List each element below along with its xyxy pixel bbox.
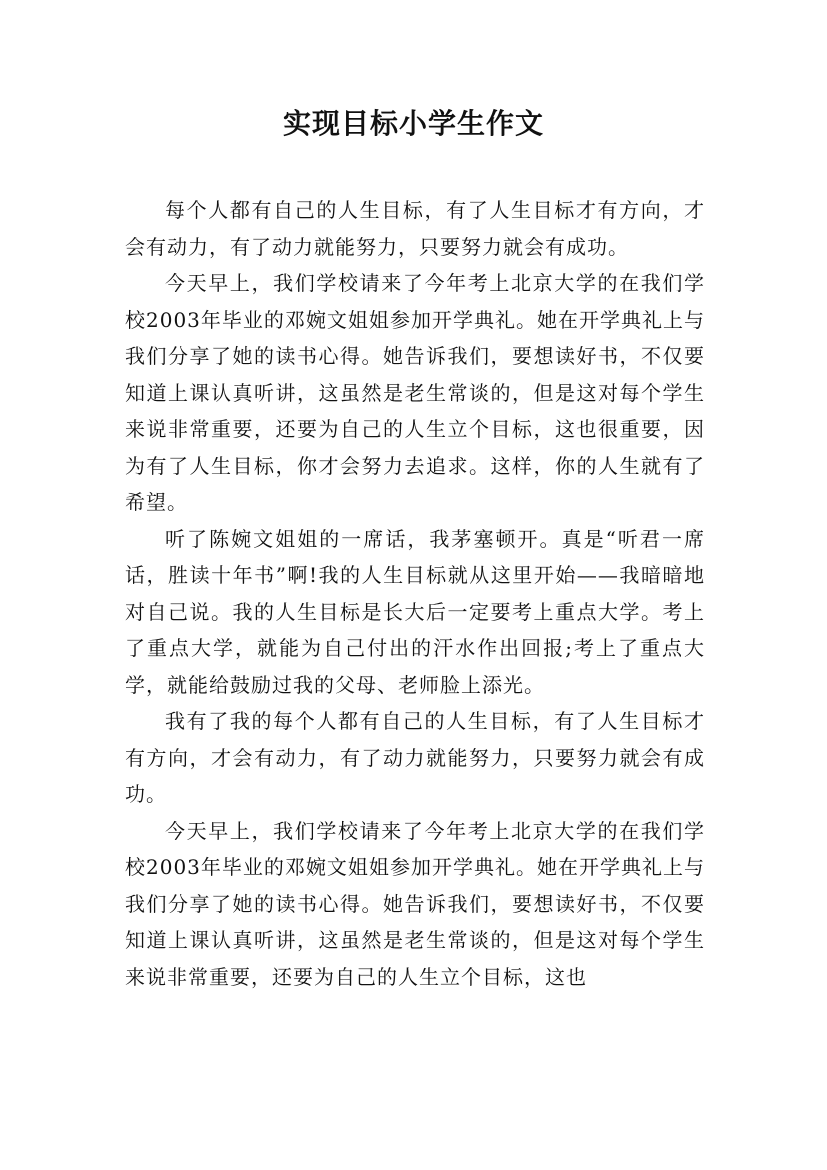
document-body: [125, 192, 705, 995]
document-title: 实现目标小学生作文: [282, 107, 544, 140]
paragraph: 今天早上，我们学校请来了今年考上北京大学的在我们学校2003年毕业的邓婉文姐姐参加开学典礼。她在开学典礼上与我们分享了她的读书心得。她告诉我们，要想读好书，不仅要知道上课认真听讲，这虽然是老生常谈的，但是这对每个学生来说非常重要，还要为自己的人生立个目标，这也很重要，因为有了人生目标，你才会努力去追求。这样，你的人生就有了希望。: [125, 271, 705, 514]
paragraph: 听了陈婉文姐姐的一席话，我茅塞顿开。真是“听君一席话，胜读十年书”啊!我的人生目标就从这里开始——我暗暗地对自己说。我的人生目标是长大后一定要考上重点大学。考上了重点大学，就能为自己付出的汗水作出回报;考上了重点大学，就能给鼓励过我的父母、老师脸上添光。: [125, 526, 705, 697]
paragraph: 我有了我的每个人都有自己的人生目标，有了人生目标才有方向，才会有动力，有了动力就能努力，只要努力就会有成功。: [125, 709, 705, 806]
paragraph: 今天早上，我们学校请来了今年考上北京大学的在我们学校2003年毕业的邓婉文姐姐参加开学典礼。她在开学典礼上与我们分享了她的读书心得。她告诉我们，要想读好书，不仅要知道上课认真听讲，这虽然是老生常谈的，但是这对每个学生来说非常重要，还要为自己的人生立个目标，这也: [125, 818, 705, 989]
paragraph: 每个人都有自己的人生目标，有了人生目标才有方向，才会有动力，有了动力就能努力，只要努力就会有成功。: [125, 198, 705, 259]
